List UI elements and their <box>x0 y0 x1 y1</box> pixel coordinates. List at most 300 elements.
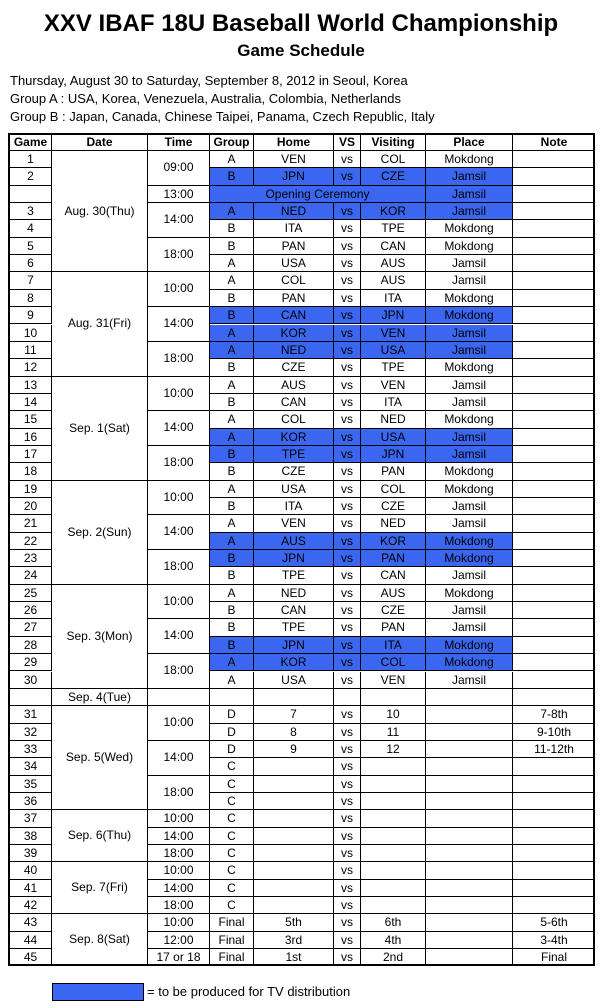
note-cell <box>513 307 595 324</box>
note-cell <box>513 810 595 827</box>
group-cell: Final <box>210 949 254 966</box>
header-game: Game <box>10 135 52 151</box>
visiting-cell: COL <box>361 481 426 498</box>
place-cell <box>426 949 513 966</box>
visiting-cell: USA <box>361 429 426 446</box>
game-number-cell: 6 <box>10 255 52 272</box>
page-subtitle: Game Schedule <box>237 41 365 60</box>
game-number-cell: 41 <box>10 880 52 897</box>
place-cell <box>426 932 513 949</box>
visiting-cell <box>361 897 426 914</box>
time-cell: 18:00 <box>148 845 210 862</box>
note-cell <box>513 845 595 862</box>
game-number-cell: 27 <box>10 619 52 636</box>
vs-cell: vs <box>334 654 361 671</box>
note-cell <box>513 359 595 376</box>
place-cell <box>426 897 513 914</box>
place-cell: Jamsil <box>426 342 513 359</box>
place-cell <box>426 776 513 793</box>
home-cell: CZE <box>254 463 334 480</box>
group-cell: B <box>210 220 254 237</box>
place-cell <box>426 793 513 810</box>
game-number-cell: 4 <box>10 220 52 237</box>
visiting-cell: 6th <box>361 914 426 931</box>
visiting-cell <box>361 862 426 879</box>
place-cell <box>426 706 513 723</box>
time-cell: 18:00 <box>148 776 210 811</box>
visiting-cell: CZE <box>361 602 426 619</box>
group-cell: B <box>210 619 254 636</box>
home-cell <box>254 810 334 827</box>
game-number-cell: 33 <box>10 741 52 758</box>
home-cell: PAN <box>254 238 334 255</box>
group-cell: D <box>210 741 254 758</box>
vs-cell: vs <box>334 168 361 185</box>
note-cell <box>513 567 595 584</box>
note-cell <box>513 272 595 289</box>
group-cell: B <box>210 446 254 463</box>
home-cell <box>254 776 334 793</box>
visiting-cell: AUS <box>361 255 426 272</box>
game-number-cell: 22 <box>10 533 52 550</box>
game-number-cell: 32 <box>10 724 52 741</box>
vs-cell: vs <box>334 758 361 775</box>
header-place: Place <box>426 135 513 151</box>
place-cell: Mokdong <box>426 151 513 168</box>
group-a-text: Group A : USA, Korea, Venezuela, Australia, Colombia, Netherlands <box>10 91 401 106</box>
time-cell: 09:00 <box>148 151 210 186</box>
group-b-text: Group B : Japan, Canada, Chinese Taipei, Panama, Czech Republic, Italy <box>10 109 435 124</box>
date-cell: Sep. 3(Mon) <box>52 585 148 689</box>
date-cell: Aug. 30(Thu) <box>52 151 148 272</box>
place-cell <box>426 880 513 897</box>
home-cell: VEN <box>254 151 334 168</box>
note-cell <box>513 828 595 845</box>
vs-cell: vs <box>334 446 361 463</box>
vs-cell: vs <box>334 515 361 532</box>
home-cell: 7 <box>254 706 334 723</box>
place-cell <box>426 741 513 758</box>
note-cell: 9-10th <box>513 724 595 741</box>
game-number-cell: 34 <box>10 758 52 775</box>
game-number-cell: 25 <box>10 585 52 602</box>
note-cell <box>513 637 595 654</box>
vs-cell: vs <box>334 151 361 168</box>
note-cell <box>513 429 595 446</box>
game-number-cell: 40 <box>10 862 52 879</box>
note-cell <box>513 498 595 515</box>
vs-cell: vs <box>334 828 361 845</box>
time-cell: 18:00 <box>148 550 210 585</box>
note-cell <box>513 377 595 394</box>
game-number-cell: 12 <box>10 359 52 376</box>
place-cell <box>426 845 513 862</box>
game-number-cell: 21 <box>10 515 52 532</box>
note-cell <box>513 325 595 342</box>
note-cell <box>513 203 595 220</box>
note-cell <box>513 238 595 255</box>
home-cell <box>254 862 334 879</box>
vs-cell: vs <box>334 862 361 879</box>
home-cell: CAN <box>254 307 334 324</box>
note-cell <box>513 880 595 897</box>
home-cell: JPN <box>254 168 334 185</box>
game-number-cell: 15 <box>10 411 52 428</box>
note-cell <box>513 446 595 463</box>
game-number-cell: 26 <box>10 602 52 619</box>
visiting-cell: 11 <box>361 724 426 741</box>
note-cell <box>513 619 595 636</box>
vs-cell: vs <box>334 359 361 376</box>
place-cell <box>426 810 513 827</box>
game-number-cell: 39 <box>10 845 52 862</box>
visiting-cell <box>361 880 426 897</box>
vs-cell: vs <box>334 203 361 220</box>
game-number-cell: 31 <box>10 706 52 723</box>
group-cell <box>210 689 254 706</box>
game-number-cell <box>10 689 52 706</box>
group-cell: A <box>210 203 254 220</box>
home-cell <box>254 793 334 810</box>
vs-cell: vs <box>334 914 361 931</box>
note-cell <box>513 862 595 879</box>
visiting-cell: AUS <box>361 272 426 289</box>
note-cell <box>513 342 595 359</box>
group-cell: D <box>210 724 254 741</box>
home-cell: TPE <box>254 567 334 584</box>
place-cell: Jamsil <box>426 325 513 342</box>
game-number-cell: 11 <box>10 342 52 359</box>
group-cell: A <box>210 151 254 168</box>
group-cell: A <box>210 533 254 550</box>
visiting-cell <box>361 776 426 793</box>
place-cell: Mokdong <box>426 481 513 498</box>
group-cell: A <box>210 585 254 602</box>
time-cell: 10:00 <box>148 862 210 879</box>
note-cell: Final <box>513 949 595 966</box>
game-number-cell: 16 <box>10 429 52 446</box>
game-number-cell: 9 <box>10 307 52 324</box>
note-cell <box>513 151 595 168</box>
date-cell: Sep. 5(Wed) <box>52 706 148 810</box>
group-cell: A <box>210 515 254 532</box>
home-cell: USA <box>254 672 334 689</box>
home-cell: COL <box>254 272 334 289</box>
place-cell: Mokdong <box>426 637 513 654</box>
vs-cell: vs <box>334 741 361 758</box>
note-cell <box>513 672 595 689</box>
game-number-cell: 23 <box>10 550 52 567</box>
note-cell: 3-4th <box>513 932 595 949</box>
time-cell: 14:00 <box>148 619 210 654</box>
visiting-cell: TPE <box>361 359 426 376</box>
visiting-cell: CZE <box>361 498 426 515</box>
note-cell <box>513 394 595 411</box>
group-cell: B <box>210 394 254 411</box>
visiting-cell: USA <box>361 342 426 359</box>
note-cell <box>513 255 595 272</box>
visiting-cell: TPE <box>361 220 426 237</box>
group-cell: C <box>210 810 254 827</box>
note-cell <box>513 776 595 793</box>
vs-cell: vs <box>334 949 361 966</box>
place-cell: Mokdong <box>426 220 513 237</box>
place-cell <box>426 758 513 775</box>
group-cell: B <box>210 238 254 255</box>
group-cell: C <box>210 880 254 897</box>
note-cell <box>513 481 595 498</box>
game-number-cell: 37 <box>10 810 52 827</box>
vs-cell: vs <box>334 619 361 636</box>
group-cell: D <box>210 706 254 723</box>
home-cell: CAN <box>254 394 334 411</box>
place-cell: Jamsil <box>426 446 513 463</box>
vs-cell: vs <box>334 793 361 810</box>
home-cell: USA <box>254 481 334 498</box>
game-number-cell: 43 <box>10 914 52 931</box>
note-cell <box>513 411 595 428</box>
visiting-cell: ITA <box>361 394 426 411</box>
header-note: Note <box>513 135 595 151</box>
vs-cell: vs <box>334 255 361 272</box>
vs-cell: vs <box>334 706 361 723</box>
visiting-cell: VEN <box>361 325 426 342</box>
visiting-cell: VEN <box>361 377 426 394</box>
visiting-cell: NED <box>361 515 426 532</box>
vs-cell: vs <box>334 481 361 498</box>
vs-cell: vs <box>334 602 361 619</box>
place-cell: Mokdong <box>426 290 513 307</box>
vs-cell: vs <box>334 672 361 689</box>
visiting-cell <box>361 793 426 810</box>
visiting-cell <box>361 810 426 827</box>
home-cell <box>254 689 334 706</box>
time-cell: 10:00 <box>148 585 210 620</box>
place-cell: Jamsil <box>426 429 513 446</box>
place-cell <box>426 724 513 741</box>
date-cell: Aug. 31(Fri) <box>52 272 148 376</box>
visiting-cell: 4th <box>361 932 426 949</box>
home-cell: 3rd <box>254 932 334 949</box>
game-number-cell: 36 <box>10 793 52 810</box>
game-number-cell: 29 <box>10 654 52 671</box>
group-cell: B <box>210 550 254 567</box>
visiting-cell: CZE <box>361 168 426 185</box>
time-cell: 14:00 <box>148 411 210 446</box>
vs-cell: vs <box>334 220 361 237</box>
place-cell: Mokdong <box>426 463 513 480</box>
game-number-cell: 8 <box>10 290 52 307</box>
visiting-cell <box>361 845 426 862</box>
note-cell <box>513 793 595 810</box>
place-cell: Jamsil <box>426 567 513 584</box>
game-number-cell: 7 <box>10 272 52 289</box>
note-cell <box>513 168 595 185</box>
place-cell: Jamsil <box>426 203 513 220</box>
place-cell: Mokdong <box>426 654 513 671</box>
game-number-cell: 18 <box>10 463 52 480</box>
home-cell <box>254 828 334 845</box>
time-cell: 18:00 <box>148 654 210 689</box>
visiting-cell: AUS <box>361 585 426 602</box>
place-cell: Jamsil <box>426 498 513 515</box>
group-cell: A <box>210 342 254 359</box>
note-cell <box>513 290 595 307</box>
vs-cell: vs <box>334 567 361 584</box>
note-cell <box>513 533 595 550</box>
place-cell: Jamsil <box>426 394 513 411</box>
home-cell: KOR <box>254 654 334 671</box>
game-number-cell: 17 <box>10 446 52 463</box>
vs-cell: vs <box>334 810 361 827</box>
place-cell: Jamsil <box>426 272 513 289</box>
group-cell: A <box>210 411 254 428</box>
group-cell: B <box>210 359 254 376</box>
schedule-table <box>8 133 595 966</box>
header-time: Time <box>148 135 210 151</box>
time-cell: 10:00 <box>148 481 210 516</box>
visiting-cell: JPN <box>361 307 426 324</box>
time-cell: 14:00 <box>148 828 210 845</box>
game-number-cell: 19 <box>10 481 52 498</box>
game-number-cell: 35 <box>10 776 52 793</box>
place-cell: Jamsil <box>426 168 513 185</box>
game-number-cell: 13 <box>10 377 52 394</box>
place-cell: Jamsil <box>426 255 513 272</box>
place-cell <box>426 862 513 879</box>
vs-cell: vs <box>334 845 361 862</box>
date-cell: Sep. 8(Sat) <box>52 914 148 966</box>
place-cell: Jamsil <box>426 515 513 532</box>
home-cell: TPE <box>254 446 334 463</box>
visiting-cell: NED <box>361 411 426 428</box>
home-cell: VEN <box>254 515 334 532</box>
vs-cell: vs <box>334 463 361 480</box>
group-cell: B <box>210 567 254 584</box>
note-cell: 5-6th <box>513 914 595 931</box>
place-cell: Mokdong <box>426 533 513 550</box>
visiting-cell: COL <box>361 151 426 168</box>
group-cell: A <box>210 377 254 394</box>
home-cell <box>254 758 334 775</box>
place-cell: Jamsil <box>426 377 513 394</box>
group-cell: B <box>210 498 254 515</box>
visiting-cell: ITA <box>361 290 426 307</box>
time-cell: 10:00 <box>148 377 210 412</box>
group-cell: B <box>210 168 254 185</box>
visiting-cell: 12 <box>361 741 426 758</box>
visiting-cell: ITA <box>361 637 426 654</box>
note-cell: 11-12th <box>513 741 595 758</box>
time-cell: 14:00 <box>148 741 210 776</box>
home-cell: NED <box>254 342 334 359</box>
note-cell <box>513 758 595 775</box>
page-title: XXV IBAF 18U Baseball World Championship <box>43 10 559 37</box>
home-cell: JPN <box>254 637 334 654</box>
vs-cell: vs <box>334 429 361 446</box>
visiting-cell: JPN <box>361 446 426 463</box>
note-cell <box>513 585 595 602</box>
visiting-cell: PAN <box>361 619 426 636</box>
visiting-cell: KOR <box>361 203 426 220</box>
note-cell <box>513 689 595 706</box>
group-cell: B <box>210 637 254 654</box>
opening-ceremony-cell: Opening Ceremony <box>210 186 426 203</box>
group-cell: C <box>210 828 254 845</box>
home-cell: CAN <box>254 602 334 619</box>
place-cell: Mokdong <box>426 307 513 324</box>
time-cell: 17 or 18 <box>148 949 210 966</box>
vs-cell: vs <box>334 325 361 342</box>
visiting-cell: VEN <box>361 672 426 689</box>
header-date: Date <box>52 135 148 151</box>
time-cell: 18:00 <box>148 446 210 481</box>
vs-cell <box>334 689 361 706</box>
game-number-cell: 42 <box>10 897 52 914</box>
note-cell <box>513 186 595 203</box>
tv-legend-text: = to be produced for TV distribution <box>147 984 351 999</box>
group-cell: A <box>210 429 254 446</box>
home-cell <box>254 845 334 862</box>
place-cell: Mokdong <box>426 238 513 255</box>
vs-cell: vs <box>334 377 361 394</box>
group-cell: C <box>210 897 254 914</box>
place-cell: Mokdong <box>426 550 513 567</box>
vs-cell: vs <box>334 394 361 411</box>
home-cell: USA <box>254 255 334 272</box>
time-cell: 18:00 <box>148 238 210 273</box>
home-cell: 1st <box>254 949 334 966</box>
visiting-cell: KOR <box>361 533 426 550</box>
vs-cell: vs <box>334 932 361 949</box>
vs-cell: vs <box>334 342 361 359</box>
note-cell <box>513 897 595 914</box>
game-number-cell: 14 <box>10 394 52 411</box>
place-cell: Mokdong <box>426 411 513 428</box>
group-cell: C <box>210 793 254 810</box>
visiting-cell: PAN <box>361 550 426 567</box>
group-cell: C <box>210 845 254 862</box>
time-cell: 12:00 <box>148 932 210 949</box>
game-number-cell: 20 <box>10 498 52 515</box>
game-number-cell: 5 <box>10 238 52 255</box>
home-cell <box>254 880 334 897</box>
home-cell: AUS <box>254 533 334 550</box>
place-cell: Jamsil <box>426 672 513 689</box>
visiting-cell: COL <box>361 654 426 671</box>
home-cell: TPE <box>254 619 334 636</box>
date-cell: Sep. 6(Thu) <box>52 810 148 862</box>
group-cell: A <box>210 325 254 342</box>
home-cell: PAN <box>254 290 334 307</box>
group-cell: A <box>210 481 254 498</box>
vs-cell: vs <box>334 533 361 550</box>
group-cell: B <box>210 463 254 480</box>
home-cell: 9 <box>254 741 334 758</box>
header-visiting: Visiting <box>361 135 426 151</box>
home-cell <box>254 897 334 914</box>
game-number-cell: 30 <box>10 672 52 689</box>
visiting-cell: CAN <box>361 567 426 584</box>
game-number-cell: 38 <box>10 828 52 845</box>
place-cell: Jamsil <box>426 602 513 619</box>
home-cell: ITA <box>254 220 334 237</box>
group-cell: C <box>210 862 254 879</box>
header-group: Group <box>210 135 254 151</box>
time-cell <box>148 689 210 706</box>
vs-cell: vs <box>334 238 361 255</box>
time-cell: 10:00 <box>148 810 210 827</box>
